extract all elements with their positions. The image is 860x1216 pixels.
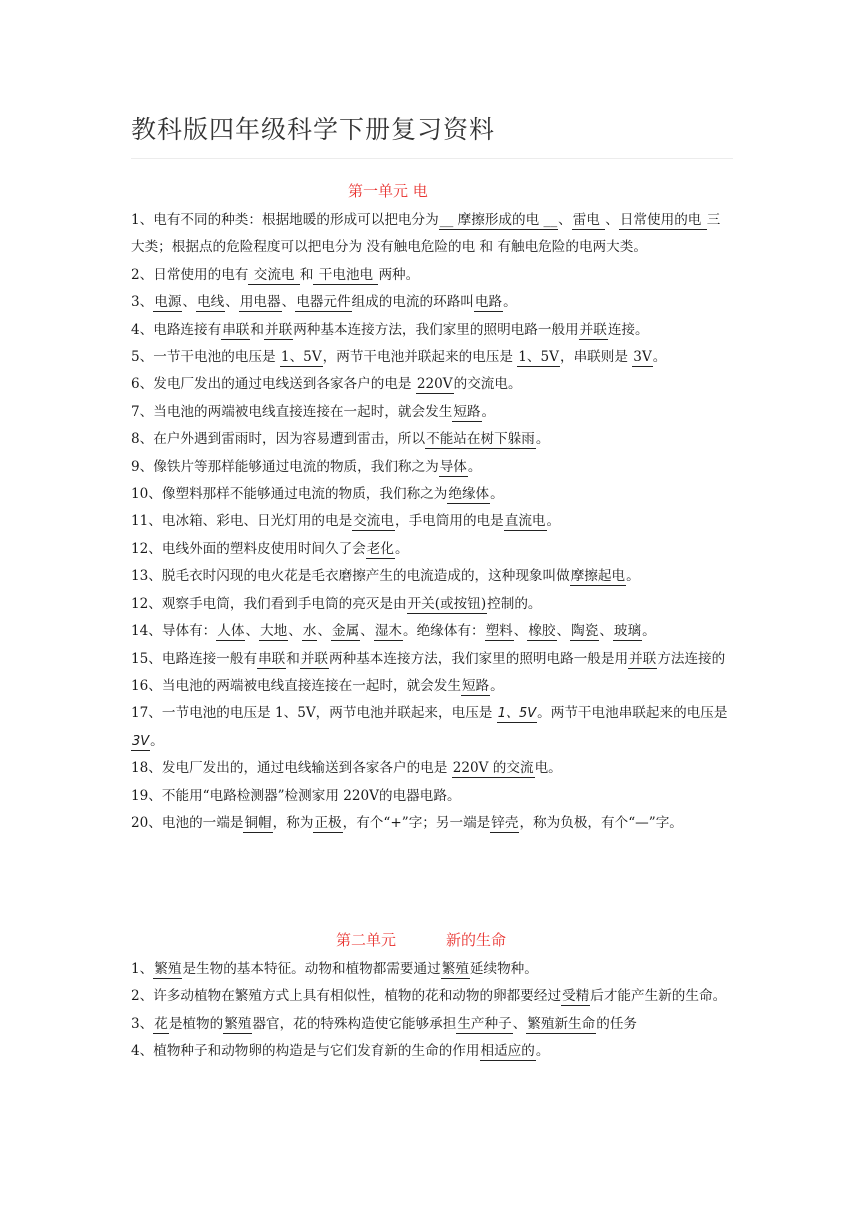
question-text: 。 — [503, 294, 517, 311]
answer-blank: 湿木 — [374, 623, 402, 640]
answer-blank: 不能站在树下躲雨 — [426, 431, 535, 448]
unit2-heading — [336, 929, 506, 950]
answer-blank: 交流电 — [353, 513, 394, 530]
answer-blank: 1、5V — [280, 349, 322, 366]
answer-blank: 短路 — [453, 403, 481, 420]
question-text: 连接。 — [607, 321, 649, 338]
unit1-heading: 第一单元 电 — [348, 182, 428, 200]
answer-blank: 电器元件 — [296, 294, 351, 311]
answer-blank: 导体 — [439, 458, 467, 475]
question-text: ，有个“+”字；另一端是 — [342, 814, 491, 831]
question-item — [131, 454, 733, 481]
question-text: 1、 — [131, 961, 154, 977]
question-text: 、 — [605, 212, 619, 228]
question-text: 后才能产生新的生命。 — [590, 988, 727, 1005]
question-item — [131, 956, 733, 983]
question-text: 。 — [467, 458, 482, 475]
question-text: 5、一节干电池的电压是 — [131, 349, 280, 366]
question-text: 、 — [558, 212, 572, 228]
question-text: 。 — [490, 486, 504, 503]
question-text: 两种基本连接方法，我们家里的照明电路一般是用 — [329, 650, 629, 667]
answer-blank: 陶瓷 — [571, 623, 599, 640]
question-item — [131, 810, 733, 837]
answer-blank: 相适应的 — [480, 1043, 535, 1060]
answer-blank: 繁殖 — [441, 961, 469, 977]
question-item — [131, 591, 733, 618]
question-item — [131, 371, 733, 398]
question-text: 3、 — [131, 1015, 154, 1032]
question-text: 、 — [182, 294, 197, 311]
answer-blank: __ 摩擦形成的电 __ — [439, 212, 558, 228]
answer-blank: 开关(或按钮) — [407, 595, 487, 612]
question-text: 17、一节电池的电压是 1、5V，两节电池并联起来，电压是 — [131, 705, 497, 722]
question-item — [131, 344, 733, 371]
answer-blank: 电线 — [197, 294, 225, 311]
question-text: 2、日常使用的电有 — [131, 266, 249, 283]
answer-blank: 短路 — [461, 677, 490, 694]
question-text: 、 — [360, 623, 374, 640]
question-text: 。 — [652, 349, 667, 366]
unit1-list — [131, 207, 733, 837]
question-text: 。 — [150, 732, 164, 749]
question-text: 8、在户外遇到雷雨时，因为容易遭到雷击，所以 — [131, 431, 426, 448]
answer-blank: 摩擦起电 — [570, 568, 626, 585]
question-text: 方法连接的 — [657, 650, 726, 667]
question-text: ，称为负极，有个“—”字。 — [519, 814, 683, 831]
question-text: 是植物的 — [168, 1015, 224, 1032]
question-text: 1、电有不同的种类：根据地暖的形成可以把电分为 — [131, 212, 439, 228]
answer-blank: 橡胶 — [528, 623, 556, 640]
question-text: 2、许多动植物在繁殖方式上具有相似性，植物的花和动物的卵都要经过 — [131, 988, 562, 1005]
question-text: 14、导体有： — [131, 623, 217, 640]
answer-blank: 并联 — [265, 321, 293, 338]
question-text: 、 — [317, 623, 332, 640]
question-item — [131, 536, 733, 563]
question-item — [131, 207, 733, 262]
question-text: 。 — [626, 568, 640, 585]
question-text: 、 — [245, 623, 260, 640]
question-item — [131, 262, 733, 289]
question-text: 两种基本连接方法，我们家里的照明电路一般用 — [293, 321, 579, 338]
question-text: 12、电线外面的塑料皮使用时间久了会 — [131, 540, 366, 557]
answer-blank: 1、5V — [518, 349, 559, 366]
question-text: 16、当电池的两端被电线直接连接在一起时，就会发生 — [131, 677, 461, 694]
question-item — [131, 426, 733, 453]
question-text: 和 — [286, 650, 300, 667]
answer-blank: 220V — [416, 376, 453, 393]
question-text: 、 — [556, 623, 571, 640]
question-text: 。 — [490, 677, 504, 694]
answer-blank: 并联 — [579, 321, 607, 338]
question-text: ，手电筒用的电是 — [394, 513, 504, 530]
question-item — [131, 508, 733, 535]
question-text: 。 — [546, 513, 561, 530]
answer-blank: 交流电 — [249, 266, 299, 283]
answer-blank: 繁殖新生命 — [527, 1015, 596, 1032]
question-text: 。 — [535, 431, 550, 448]
document-title: 教科版四年级科学下册复习资料 — [131, 115, 496, 144]
question-text: 、 — [281, 294, 296, 311]
question-item — [131, 399, 733, 426]
answer-blank: 生产种子 — [457, 1015, 512, 1032]
question-text: 15、电路连接一般有 — [131, 650, 258, 667]
answer-blank: 雷电 — [572, 212, 605, 228]
question-text: 6、发电厂发出的通过电线送到各家各户的电是 — [131, 376, 416, 393]
question-text: 20、电池的一端是 — [131, 814, 244, 831]
question-item — [131, 317, 733, 344]
question-item — [131, 563, 733, 590]
question-item — [131, 755, 733, 782]
question-text: 4、电路连接有 — [131, 321, 222, 338]
question-text: 7、当电池的两端被电线直接连接在一起时，就会发生 — [131, 403, 453, 420]
question-item — [131, 700, 733, 755]
question-item — [131, 673, 733, 700]
answer-blank: 铜帽 — [244, 814, 272, 831]
answer-blank: 老化 — [366, 540, 394, 557]
answer-blank: 电路 — [474, 294, 503, 311]
answer-blank: 水 — [302, 623, 317, 640]
question-item — [131, 646, 733, 673]
question-text: 19、不能用“电路检测器”检测家用 220V的电器电路。 — [131, 787, 461, 804]
answer-blank: 金属 — [332, 623, 360, 640]
question-text: 两种。 — [378, 266, 420, 283]
question-text: 。 — [535, 1043, 550, 1060]
answer-blank: 并联 — [629, 650, 657, 667]
answer-blank: 电源 — [154, 294, 182, 311]
question-text: ，两节干电池并联起来的电压是 — [322, 349, 518, 366]
question-text: 、 — [513, 623, 528, 640]
question-text: 10、像塑料那样不能够通过电流的物质，我们称之为 — [131, 486, 448, 503]
title-divider — [131, 158, 733, 159]
question-text: 9、像铁片等那样能够通过电流的物质，我们称之为 — [131, 458, 439, 475]
question-text: ，串联则是 — [560, 349, 633, 366]
question-item — [131, 983, 733, 1010]
answer-blank: 用电器 — [239, 294, 281, 311]
question-text: 延续物种。 — [469, 961, 538, 977]
question-text: 。 — [481, 403, 496, 420]
answer-blank: 繁殖 — [224, 1015, 252, 1032]
question-text: 3、 — [131, 294, 154, 311]
question-text: 、 — [512, 1015, 527, 1032]
answer-blank: 日常使用的电 — [619, 212, 706, 228]
answer-blank: 锌壳 — [491, 814, 519, 831]
answer-blank: 串联 — [222, 321, 250, 338]
question-item — [131, 618, 733, 645]
answer-blank: 3V — [633, 349, 652, 366]
unit2-heading-number: 第二单元 — [336, 931, 397, 949]
question-text: 。两节干电池串联起来的电压是 — [537, 705, 728, 722]
question-text: 的任务 — [596, 1015, 638, 1032]
question-text: 是生物的基本特征。动物和植物都需要通过 — [182, 961, 441, 977]
question-text: 18、发电厂发出的，通过电线输送到各家各户的电是 — [131, 760, 452, 777]
question-text: 电。 — [534, 760, 562, 777]
question-text: ，称为 — [272, 814, 314, 831]
answer-blank: 繁殖 — [154, 961, 182, 977]
question-text: 、 — [225, 294, 239, 311]
answer-blank: 直流电 — [504, 513, 546, 530]
question-text: 器官，花的特殊构造使它能够承担 — [252, 1015, 457, 1032]
unit2-heading-title: 新的生命 — [446, 931, 507, 949]
answer-blank: 花 — [154, 1015, 168, 1032]
answer-blank: 正极 — [314, 814, 342, 831]
question-text: 和 — [250, 321, 264, 338]
answer-blank: 3V — [132, 733, 150, 749]
answer-blank: 串联 — [258, 650, 286, 667]
question-text: 、 — [288, 623, 302, 640]
answer-blank: 玻璃 — [613, 623, 642, 640]
answer-blank: 塑料 — [485, 623, 513, 640]
question-item — [131, 1011, 733, 1038]
question-item — [131, 289, 733, 316]
question-item — [131, 1038, 733, 1065]
question-text: 控制的。 — [487, 595, 542, 612]
question-text: 。绝缘体有： — [403, 623, 485, 640]
question-text: 和 — [299, 266, 314, 283]
question-text: 的交流电。 — [453, 376, 522, 393]
answer-blank: 220V 的交流 — [452, 760, 534, 777]
question-text: 、 — [599, 623, 613, 640]
question-text: 11、电冰箱、彩电、日光灯用的电是 — [131, 513, 353, 530]
question-text: 12、观察手电筒，我们看到手电筒的亮灭是由 — [131, 595, 407, 612]
answer-blank: 受精 — [562, 988, 590, 1005]
question-text: 13、脱毛衣时闪现的电火花是毛衣磨擦产生的电流造成的，这种现象叫做 — [131, 568, 570, 585]
question-text: 4、植物种子和动物卵的构造是与它们发育新的生命的作用 — [131, 1043, 480, 1060]
answer-blank: 并联 — [300, 650, 329, 667]
question-text: 三大类；根据点的危险程度可以把电分为 没有触电危险的电 和 有触电危险的电两大类。 — [131, 212, 721, 256]
question-text: 。 — [642, 623, 656, 640]
answer-blank: 干电池电 — [314, 266, 378, 283]
answer-blank: 1、5V — [497, 706, 537, 722]
answer-blank: 大地 — [260, 623, 288, 640]
answer-blank: 绝缘体 — [448, 486, 490, 503]
question-text: 组成的电流的环路叫 — [351, 294, 474, 311]
question-text: 。 — [394, 540, 409, 557]
answer-blank: 人体 — [217, 623, 245, 640]
question-item — [131, 783, 733, 810]
question-item — [131, 481, 733, 508]
unit2-list — [131, 956, 733, 1066]
